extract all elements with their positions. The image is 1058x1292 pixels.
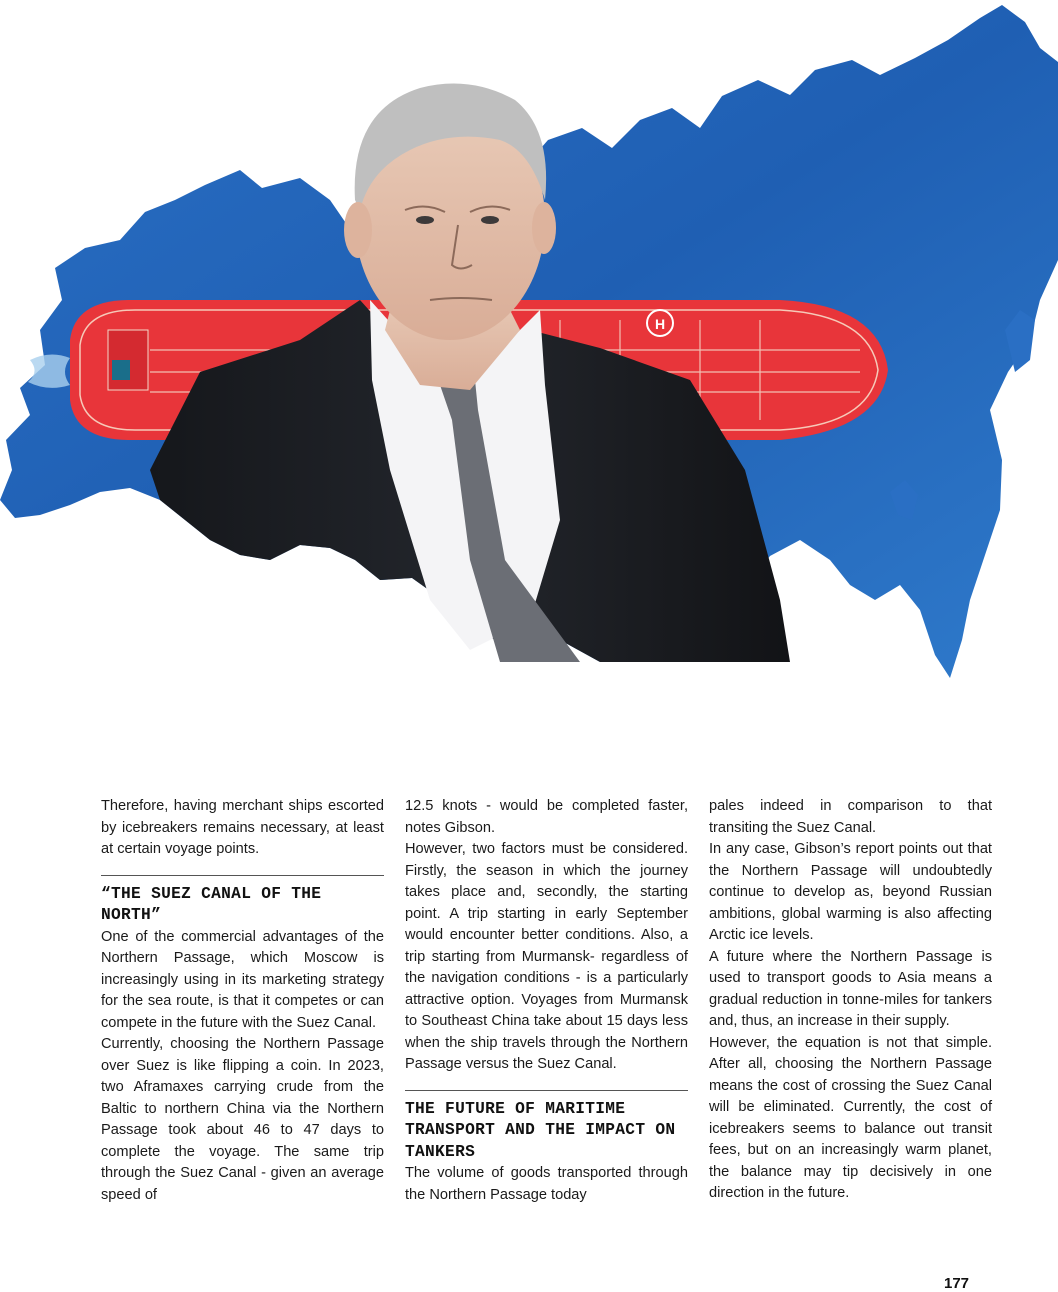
section-heading: THE FUTURE OF MARITIME TRANSPORT AND THE IMPACT ON TANKERS [405,1099,676,1161]
text-column-2 [405,796,688,1206]
paragraph: Therefore, having merchant ships escorted by icebreakers remains necessary, at least at certain voyage points. [101,798,384,857]
right-ear [532,202,556,254]
paragraph: A future where the Northern Passage is used to transport goods to Asia means a gradual reduction in tonne-miles for tankers and, thus, an increase in their supply. [709,948,992,1029]
ship-wake [28,354,70,387]
text-column-3 [709,796,992,1205]
left-eye [416,216,434,224]
right-eye [481,216,499,224]
paragraph: One of the commercial advantages of the Northern Passage, which Moscow is increasingly using in its marketing strategy for the sea route, is that it competes or can compete in the future with the Suez Canal. [101,928,384,1031]
text-column-1 [101,796,384,1206]
paragraph: However, the equation is not that simple. After all, choosing the Northern Passage means the cost of crossing the Suez Canal will be eliminated. Currently, the cost of icebreakers seems to balance out transit fees, but on an increasingly warm planet, the balance may tip decisively in one direction in the future. [709,1034,992,1201]
section-heading: “THE SUEZ CANAL OF THE NORTH” [101,884,322,924]
helipad-label: H [654,316,666,332]
paragraph: However, two factors must be considered. Firstly, the season in which the journey takes place and, secondly, the starting point. A trip starting in early September would encounter better conditions. Also, a trip starting from Murmansk- regardless of the navigation conditions - is a particularly attractive option. Voyages from Murmansk to Southeast China take about 15 days less when the ship travels through the Northern Passage versus the Suez Canal. [405,841,688,1072]
page-number: 177 [944,1275,970,1292]
ship-funnel [112,360,130,380]
paragraph: The volume of goods transported through the Northern Passage today [405,1165,688,1203]
paragraph: 12.5 knots - would be completed faster, notes Gibson. [405,798,688,836]
section-divider [101,875,384,876]
paragraph: In any case, Gibson’s report points out that the Northern Passage will undoubtedly continue to develop as, beyond Russian ambitions, global warming is also affecting Arctic ice levels. [709,841,992,943]
left-ear [344,202,372,258]
paragraph: Currently, choosing the Northern Passage over Suez is like flipping a coin. In 2023, two Aframaxes carrying crude from the Baltic to northern China via the Northern Passage took about 46 to 47 days to complete the voyage. The same trip through the Suez Canal - given an average speed of [101,1036,384,1203]
section-divider [405,1090,688,1091]
paragraph: pales indeed in comparison to that transiting the Suez Canal. [709,798,992,836]
